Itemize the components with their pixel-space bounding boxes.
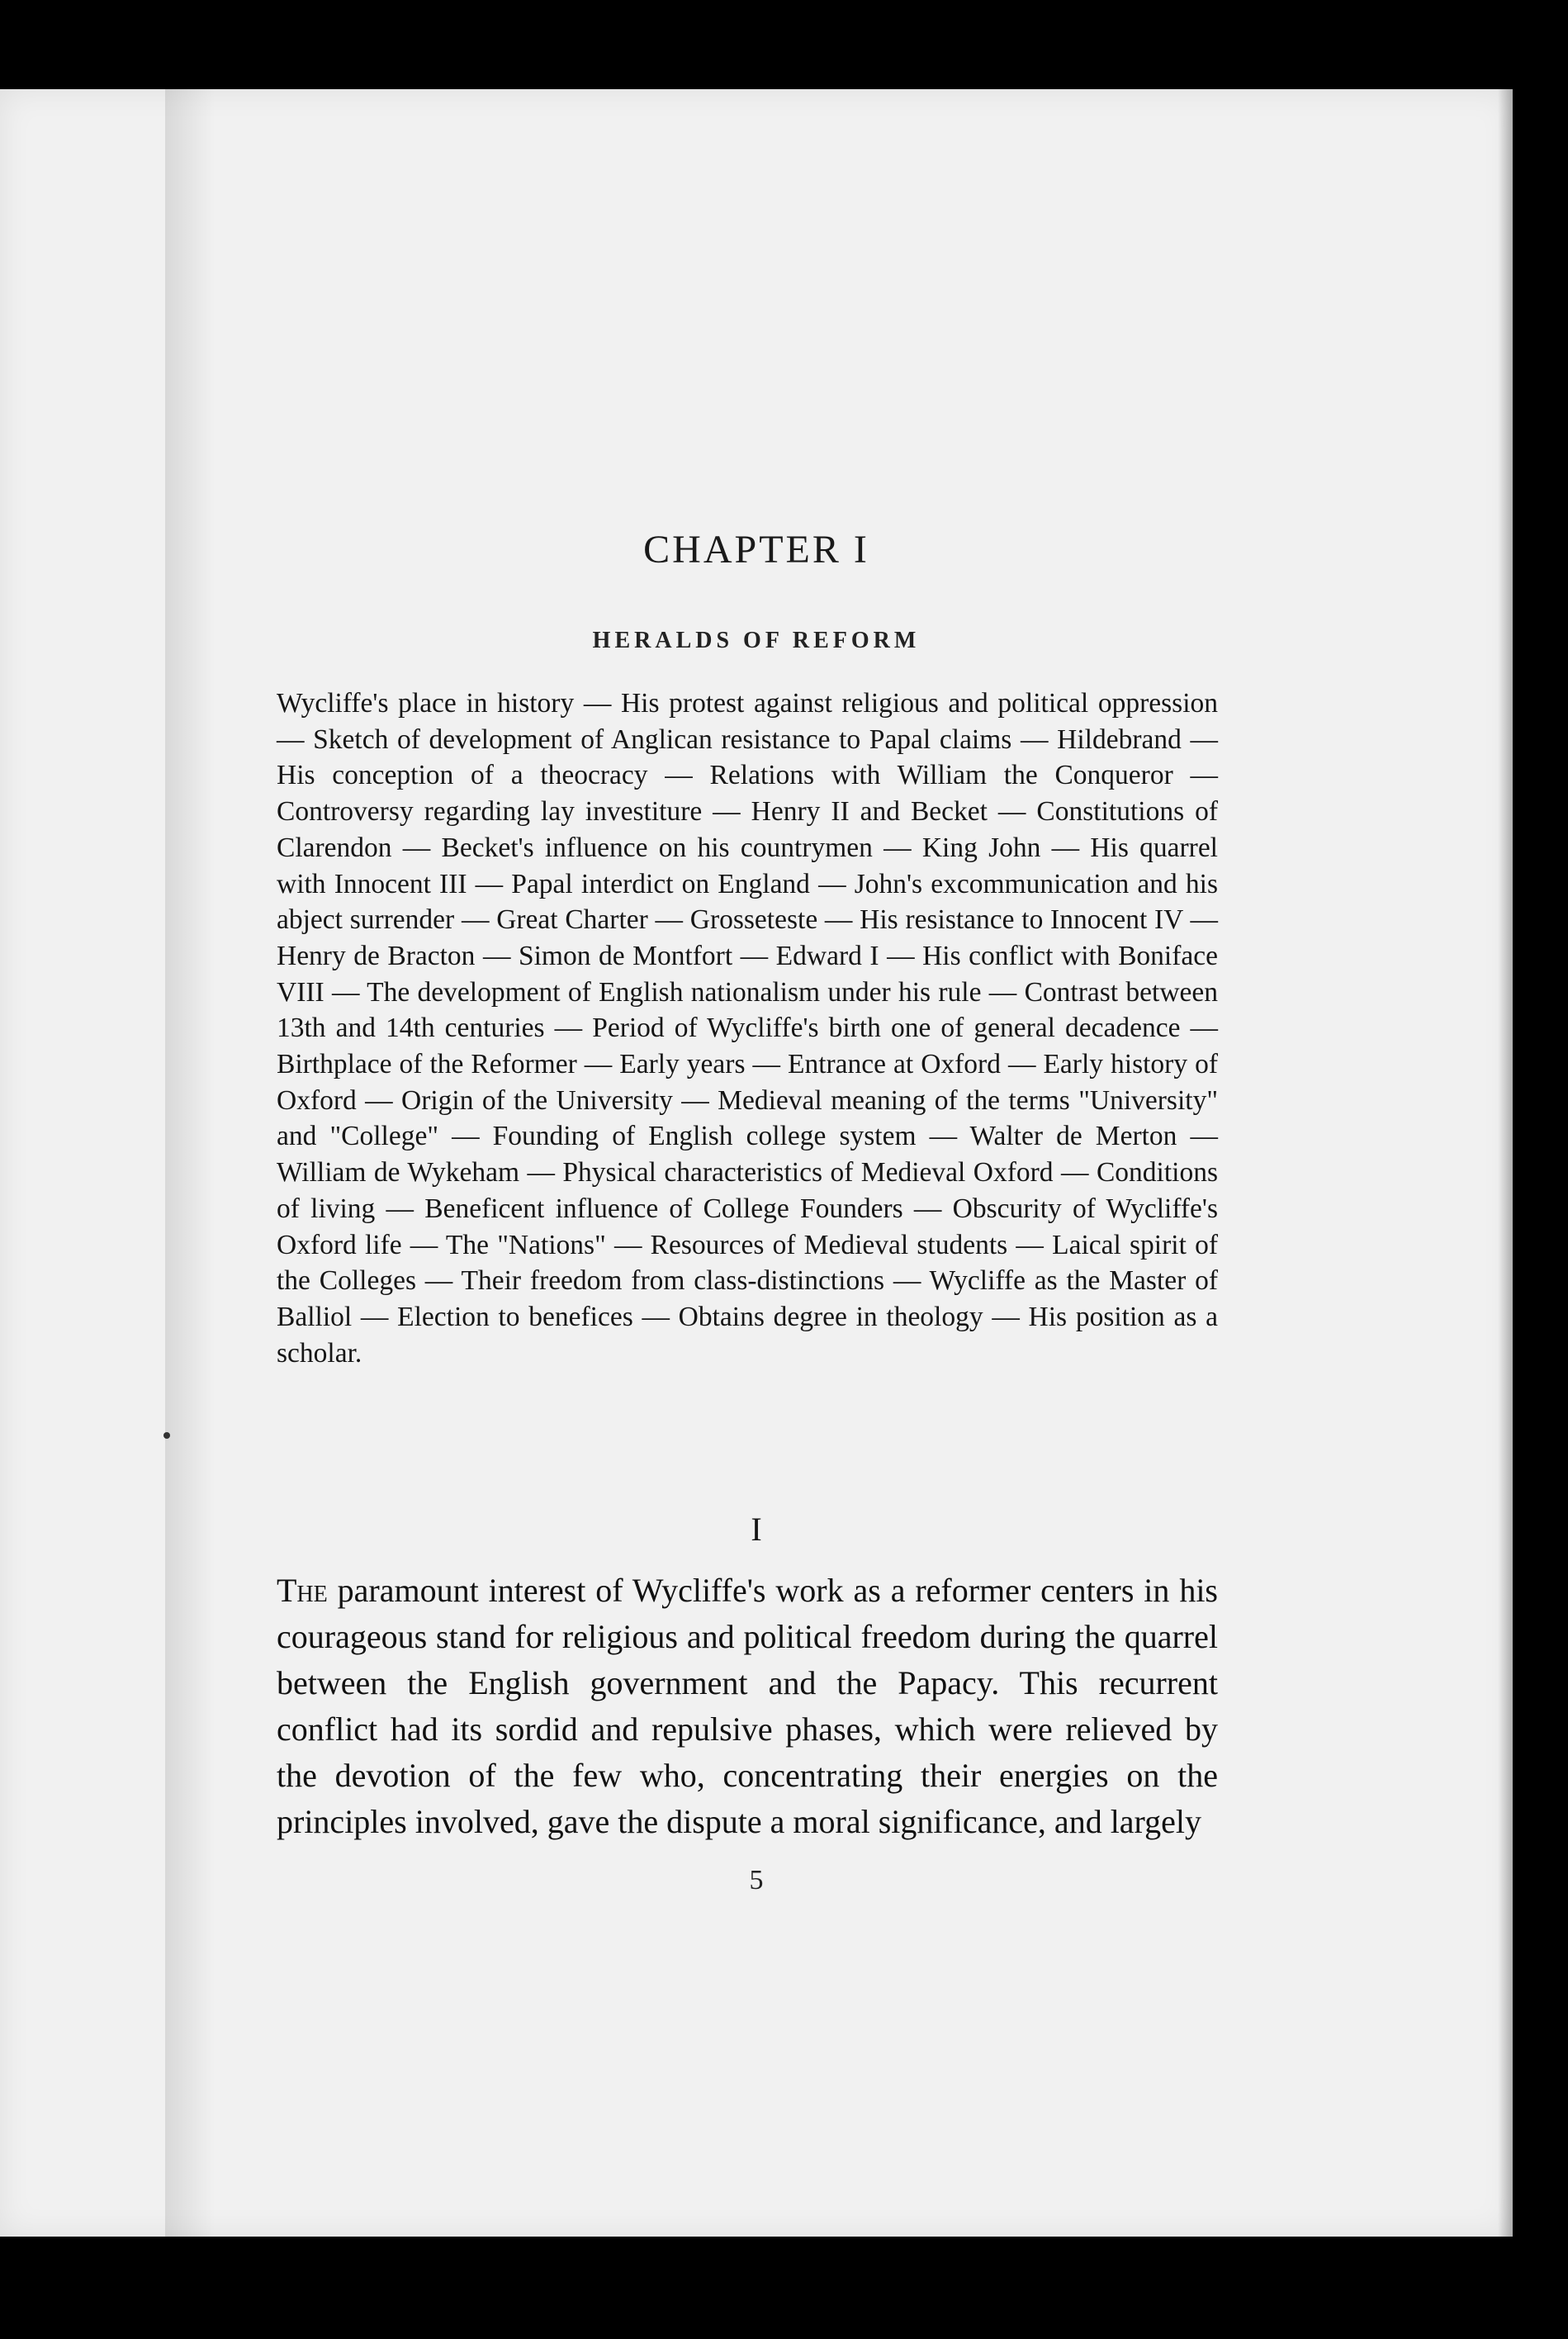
- chapter-synopsis: Wycliffe's place in history — His protest against religious and political oppression — Sketch of development of Anglican resistance to Papal claims — Hildebrand — His conception of a theocracy — Relations with William the Conqueror — Controversy regarding lay investiture — Henry II and Becket — Constitutions of Clarendon — Becket's influence on his countrymen — King John — His quarrel with Innocent III — Papal interdict on England — John's excommunication and his abject surrender — Great Charter — Grosseteste — His resistance to Innocent IV — Henry de Bracton — Simon de Montfort — Edward I — His conflict with Boniface VIII — The development of English nationalism under his rule — Contrast between 13th and 14th centuries — Period of Wycliffe's birth one of general decadence — Birthplace of the Reformer — Early years — Entrance at Oxford — Early history of Oxford — Origin of the University — Medieval meaning of the terms "University" and "College" — Founding of English college system — Walter de Merton — William de Wykeham — Physical characteristics of Medieval Oxford — Conditions of living — Beneficent influence of College Founders — Obscurity of Wycliffe's Oxford life — The "Nations" — Resources of Medieval students — Laical spirit of the Colleges — Their freedom from class-distinctions — Wycliffe as the Master of Balliol — Election to benefices — Obtains degree in theology — His position as a scholar.: [277, 688, 1218, 1369]
- section-numeral: I: [751, 1511, 762, 1548]
- page-number: 5: [749, 1865, 764, 1895]
- scan-speck: [163, 1432, 170, 1439]
- binding-shadow: [165, 89, 215, 2237]
- paragraph-lead-word: The: [277, 1572, 328, 1609]
- chapter-subtitle: HERALDS OF REFORM: [592, 628, 921, 653]
- page-edge-shadow: [1498, 89, 1513, 2237]
- body-paragraph: [277, 1568, 1218, 1845]
- paragraph-text: paramount interest of Wycliffe's work as a reformer centers in his courageous stand for religious and political freedom during the quarrel between the English government and the Papacy. This recurrent conflict had its sordid and repulsive phases, which were relieved by the devotion of the few who, concentrating their energies on the principles involved, gave the dispute a moral significance, and largely: [277, 1572, 1218, 1840]
- chapter-title: CHAPTER I: [643, 528, 869, 572]
- book-page: [0, 89, 1513, 2237]
